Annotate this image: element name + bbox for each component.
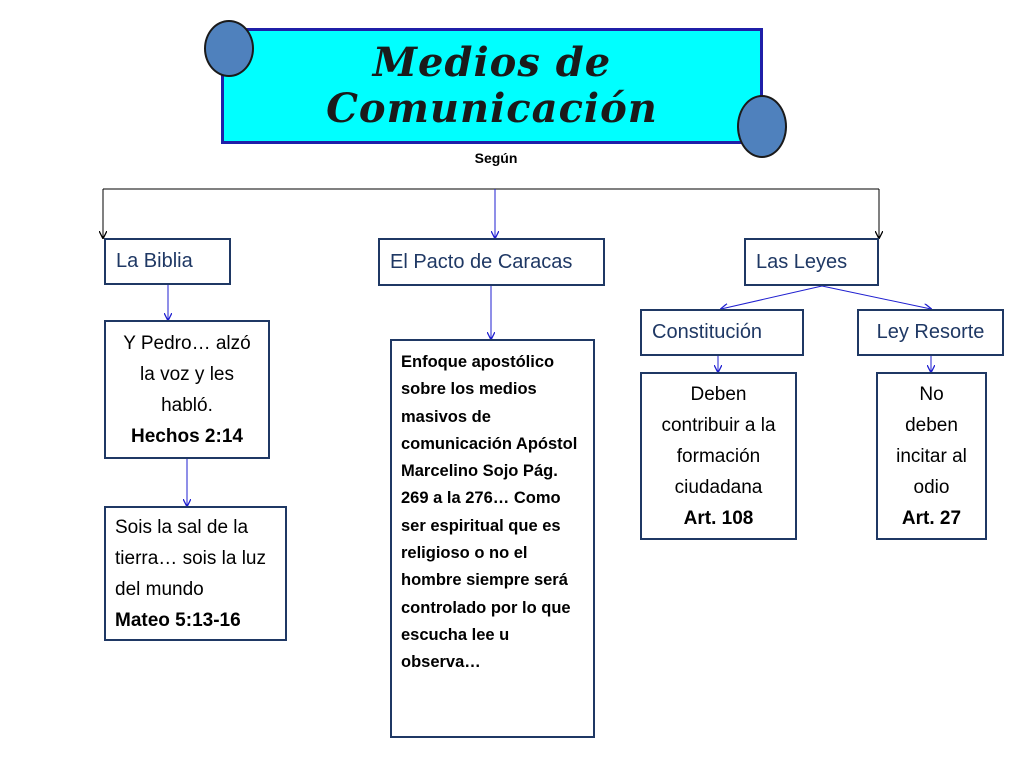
note-ley-resorte-ref: Art. 27 [901, 507, 962, 529]
node-la-biblia-label: La Biblia [116, 250, 193, 272]
note-hechos [104, 320, 270, 459]
node-las-leyes-label: Las Leyes [756, 250, 848, 273]
node-pacto-de-caracas [378, 238, 605, 286]
note-mateo [104, 506, 287, 641]
title-line-1: Medios de [372, 39, 612, 86]
node-la-biblia [104, 238, 231, 285]
note-constitucion-ref: Art. 108 [683, 507, 754, 529]
note-pacto-text: Enfoque apostólico sobre los medios masivos de comunicación Apóstol Marcelino Sojo Pág. 269 a la 276… Como ser espiritual que es religioso o no el hombre siempre será controlado por lo que escucha lee u observa… [401, 353, 578, 672]
node-pacto-label: El Pacto de Caracas [390, 250, 573, 273]
note-mateo-text: Sois la sal de la tierra… sois la luz del mundo [115, 516, 266, 600]
arrow-leyes-constitucion [721, 286, 822, 309]
arrow-leyes-resorte [822, 286, 931, 309]
title-line-2: Comunicación [326, 85, 658, 132]
note-ley-resorte-text: No deben incitar al odio [896, 383, 967, 498]
node-las-leyes [744, 238, 879, 286]
note-constitucion-text: Deben contribuir a la formación ciudadana [661, 383, 776, 498]
note-hechos-text: Y Pedro… alzó la voz y les habló. [123, 332, 251, 416]
note-hechos-ref: Hechos 2:14 [131, 425, 243, 447]
node-ley-resorte-label: Ley Resorte [876, 321, 985, 343]
connector-label-segun: Según [474, 150, 518, 166]
node-constitucion [640, 309, 804, 356]
decorative-circle-left [204, 20, 254, 77]
note-pacto [390, 339, 595, 738]
node-constitucion-label: Constitución [652, 321, 763, 343]
title-box [221, 28, 763, 144]
node-ley-resorte [857, 309, 1004, 356]
note-constitucion [640, 372, 797, 540]
note-ley-resorte [876, 372, 987, 540]
decorative-circle-right [737, 95, 787, 158]
note-mateo-ref: Mateo 5:13-16 [115, 609, 241, 631]
